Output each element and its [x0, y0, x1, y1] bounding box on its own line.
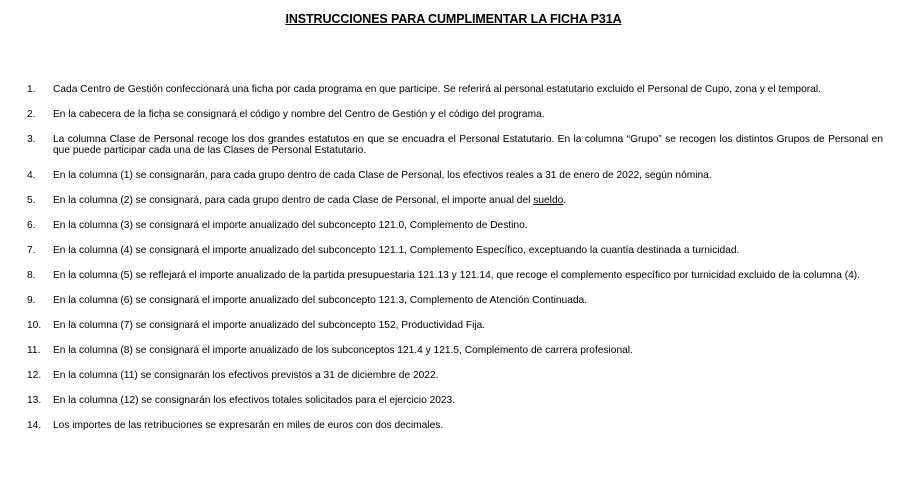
item-number: 10. — [27, 320, 42, 331]
item-number: 12. — [27, 370, 42, 381]
item-number: 13. — [27, 395, 42, 406]
list-item — [0, 245, 907, 256]
item-text: En la columna (5) se reflejará el importe anualizado de la partida presupuestaria 121.13 y 121.14, que recoge el complemento específico por turnicidad excluido de la columna (4). — [53, 270, 860, 281]
list-item — [0, 195, 907, 206]
item-number: 1. — [27, 84, 36, 95]
item-text: En la columna (3) se consignará el importe anualizado del subconcepto 121.0, Complemento de Destino. — [53, 220, 528, 231]
item-number: 9. — [27, 295, 36, 306]
list-item — [0, 420, 907, 431]
item-text: En la columna (6) se consignará el importe anualizado del subconcepto 121.3, Complemento de Atención Continuada. — [53, 295, 588, 306]
list-item — [0, 320, 907, 331]
item-text: Los importes de las retribuciones se expresarán en miles de euros con dos decimales. — [53, 420, 444, 431]
item-text: En la columna (4) se consignará el importe anualizado del subconcepto 121.1, Complemento Específico, exceptuando la cuantía destinada a turnicidad. — [53, 245, 740, 256]
document-title: INSTRUCCIONES PARA CUMPLIMENTAR LA FICHA P31A — [285, 12, 622, 26]
underlined-word: sueldo — [533, 195, 564, 206]
instructions-list — [0, 84, 907, 445]
list-item — [0, 220, 907, 231]
item-text-end: . — [563, 195, 567, 206]
list-item — [0, 395, 907, 406]
item-number: 11. — [27, 345, 41, 356]
item-number: 14. — [27, 420, 42, 431]
item-text: En la columna (12) se consignarán los efectivos totales solicitados para el ejercicio 2023. — [53, 395, 456, 406]
item-number: 3. — [27, 134, 36, 145]
item-number: 8. — [27, 270, 36, 281]
list-item — [0, 345, 907, 356]
item-number: 2. — [27, 109, 36, 120]
list-item — [0, 170, 907, 181]
item-text: Cada Centro de Gestión confeccionará una ficha por cada programa en que participe. Se referirá al personal estatutario excluido el Personal de Cupo, zona y el temporal. — [53, 84, 821, 95]
item-number: 7. — [27, 245, 36, 256]
item-number: 4. — [27, 170, 36, 181]
list-item — [0, 109, 907, 120]
item-number: 5. — [27, 195, 36, 206]
list-item — [0, 295, 907, 306]
item-text: La columna Clase de Personal recoge los dos grandes estatutos en que se encuadra el Personal Estatutario. En la columna “Grupo” se recogen los distintos Grupos de Personal en que puede participar cada una de las Clases de Personal Estatutario. — [53, 134, 883, 156]
item-text: En la columna (2) se consignará, para cada grupo dentro de cada Clase de Personal, el importe anual del — [53, 195, 534, 206]
item-text: En la columna (8) se consignará el importe anualizado de los subconceptos 121.4 y 121.5, Complemento de carrera profesional. — [53, 345, 633, 356]
list-item — [0, 370, 907, 381]
item-text: En la columna (7) se consignará el importe anualizado del subconcepto 152, Productividad Fija. — [53, 320, 486, 331]
item-number: 6. — [27, 220, 36, 231]
item-text: En la columna (1) se consignarán, para cada grupo dentro de cada Clase de Personal, los efectivos reales a 31 de enero de 2022, según nómina. — [53, 170, 712, 181]
item-text: En la columna (11) se consignarán los efectivos previstos a 31 de diciembre de 2022. — [53, 370, 439, 381]
item-text: En la cabecera de la ficha se consignará el código y nombre del Centro de Gestión y el código del programa. — [53, 109, 545, 120]
list-item — [0, 84, 907, 95]
list-item — [0, 270, 907, 281]
list-item — [0, 134, 907, 156]
